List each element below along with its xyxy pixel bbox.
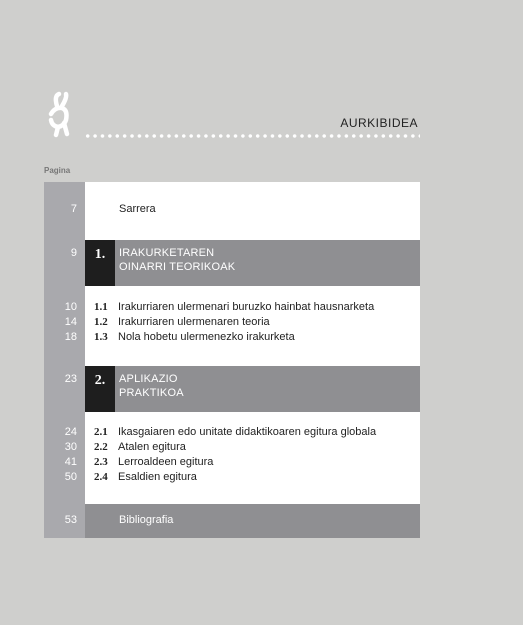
toc-section-1[interactable] xyxy=(44,240,420,286)
section-title: APLIKAZIO PRAKTIKOA xyxy=(119,373,184,399)
page-number: 53 xyxy=(44,504,85,538)
page-number: 24 xyxy=(64,426,77,438)
toc-subsection[interactable] xyxy=(94,300,420,315)
subsection-title: Ikasgaiaren edo unitate didaktikoaren egitura globala xyxy=(118,426,377,438)
section-number: 1. xyxy=(85,240,115,286)
subsection-number: 1.1 xyxy=(94,301,108,313)
toc-subsection[interactable] xyxy=(94,470,420,485)
subsection-number: 2.1 xyxy=(94,426,108,438)
section-number: 2. xyxy=(85,366,115,412)
page-number: 18 xyxy=(64,331,77,343)
toc-title: Bibliografia xyxy=(85,504,420,538)
page-number: 50 xyxy=(64,471,77,483)
subsection-title: Irakurriaren ulermenaren teoria xyxy=(118,316,270,328)
toc-entry-intro[interactable] xyxy=(44,182,420,240)
page-number: 23 xyxy=(44,366,85,412)
section-title: IRAKURKETAREN OINARRI TEORIKOAK xyxy=(119,247,236,273)
toc-title: Sarrera xyxy=(85,182,420,240)
subsection-number: 2.3 xyxy=(94,456,108,468)
subsection-number: 1.3 xyxy=(94,331,108,343)
subsection-title: Nola hobetu ulermenezko irakurketa xyxy=(118,331,295,343)
subsection-title: Lerroaldeen egitura xyxy=(118,456,214,468)
toc-entry-bibliography[interactable] xyxy=(44,504,420,538)
toc-subsection[interactable] xyxy=(94,440,420,455)
toc-subsection[interactable] xyxy=(94,425,420,440)
page-number: 7 xyxy=(44,182,85,240)
dotted-divider xyxy=(84,133,420,139)
toc-section-2[interactable] xyxy=(44,366,420,412)
page-title: AURKIBIDEA xyxy=(340,116,418,130)
stylized-figure-logo xyxy=(42,90,74,138)
toc-subsection[interactable] xyxy=(94,455,420,470)
page-number: 9 xyxy=(44,240,85,286)
page-number: 41 xyxy=(64,456,77,468)
page-number: 30 xyxy=(64,441,77,453)
toc-subsection[interactable] xyxy=(94,315,420,330)
toc-subsection-group-1 xyxy=(44,286,420,366)
subsection-title: Irakurriaren ulermenari buruzko hainbat hausnarketa xyxy=(118,301,375,313)
subsection-number: 2.2 xyxy=(94,441,108,453)
pagina-label: Pagina xyxy=(44,166,71,175)
subsection-number: 1.2 xyxy=(94,316,108,328)
page-number: 10 xyxy=(64,301,77,313)
subsection-title: Esaldien egitura xyxy=(118,471,197,483)
toc-subsection-group-2 xyxy=(44,412,420,504)
subsection-title: Atalen egitura xyxy=(118,441,186,453)
toc-subsection[interactable] xyxy=(94,330,420,345)
table-of-contents xyxy=(44,182,420,538)
subsection-number: 2.4 xyxy=(94,471,108,483)
page-number: 14 xyxy=(64,316,77,328)
